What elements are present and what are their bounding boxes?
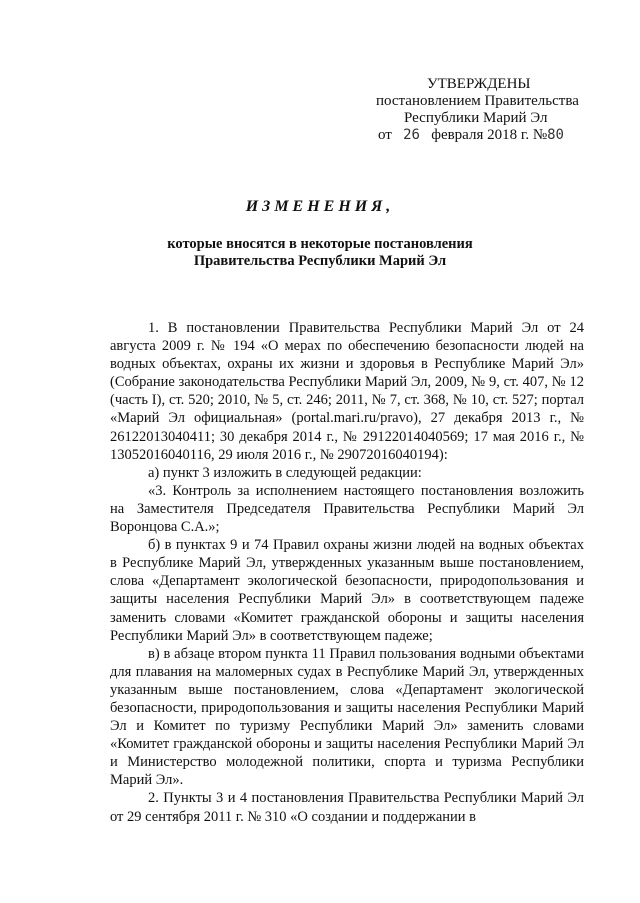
approval-date-line [372,127,602,144]
approval-number: 80 [547,127,564,143]
paragraph-2: а) пункт 3 изложить в следующей редакции: [148,464,422,481]
paragraph-4: б) в пунктах 9 и 74 Правил охраны жизни людей на водных объектах в Республике Марий Эл, утвержденных указанным выше постановлением, слова «Департамент экологической безопасности, природопользования и защиты населения Республики Марий Эл» в соответствующем падеже заменить словами «Комитет гражданской обороны и защиты населения Республики Марий Эл» в соответствующем падеже; [110,537,584,644]
paragraph-3: «3. Контроль за исполнением настоящего постановления возложить на Заместителя Председателя Правительства Республики Марий Эл Воронцова С.А.»; [110,482,584,536]
document-subtitle [0,236,640,270]
approval-date-prefix: от [378,127,392,143]
document-title: ИЗМЕНЕНИЯ, [245,198,395,215]
approval-line-1: постановлением Правительства [376,93,579,109]
approval-date-day: 26 [403,127,420,143]
paragraph-1: 1. В постановлении Правительства Республики Марий Эл от 24 августа 2009 г. № 194 «О мерах по обеспечению безопасности людей на водных объектах, охраны их жизни и здоровья в Республике Марий Эл» (Собрание законодательства Республики Марий Эл, 2009, № 9, ст. 407, № 12 (часть I), ст. 520; 2010, № 5, ст. 246; 2011, № 7, ст. 368, № 10, ст. 527; портал «Марий Эл официальная» (portal.mari.ru/pravo), 27 декабря 2013 г., № 26122013040411; 30 декабря 2014 г., № 29122014040569; 17 мая 2016 г., № 13052016040116, 29 июля 2016 г., № 29072016040194): [110,320,584,463]
approval-stamp [372,76,602,144]
subtitle-line-1: которые вносятся в некоторые постановления [167,236,473,252]
paragraph-5: в) в абзаце втором пункта 11 Правил пользования водными объектами для плавания на маломерных судах в Республике Марий Эл, утвержденных указанным выше постановлением, слова «Департамент экологической безопасности, природопользования и защиты населения Республики Марий Эл и Комитет по туризму Республики Марий Эл» заменить словами «Комитет гражданской обороны и защиты населения Республики Марий Эл и Министерство молодежной политики, спорта и туризма Республики Марий Эл». [110,645,584,789]
approval-title: УТВЕРЖДЕНЫ [427,76,531,92]
subtitle-line-2: Правительства Республики Марий Эл [193,253,447,269]
document-body [110,319,584,826]
approval-line-2: Республики Марий Эл [404,110,548,126]
approval-date-rest: февраля 2018 г. № [431,127,548,143]
paragraph-6: 2. Пункты 3 и 4 постановления Правительства Республики Марий Эл от 29 сентября 2011 г. № 310 «О создании и поддержании в [110,790,584,825]
